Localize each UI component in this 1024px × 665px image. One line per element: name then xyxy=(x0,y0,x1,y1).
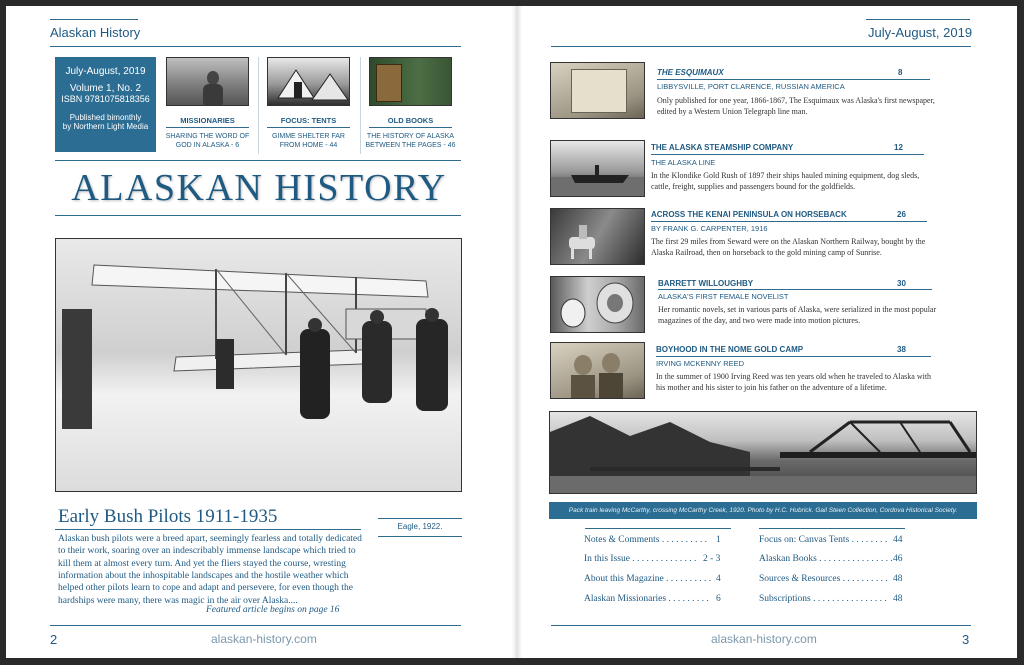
index-rule xyxy=(759,528,905,529)
index-rule xyxy=(585,528,731,529)
feature-title[interactable]: Early Bush Pilots 1911-1935 xyxy=(58,506,278,527)
feature-body: Alaskan bush pilots were a breed apart, seemingly fearless and totally dedicated to their work, soaring over an indescribably immense landscape which tried to kill them at almost every turn. And yet the fliers stayed the course, wresting information about the inhospitable landscapes and the hostile weather which helped other pilots learn to cope and adapt and persevere, for even though the hardships were many, there was magic in the air over Alaska.... xyxy=(58,534,362,606)
biplane-illustration xyxy=(56,239,462,492)
panorama-caption: Pack train leaving McCarthy, crossing McCarthy Creek, 1920. Photo by H.C. Hubrick. Gail Steen Collection, Cordova Historical Society. xyxy=(549,502,977,519)
index-item-page: 48 xyxy=(893,574,903,584)
article-subtitle: IRVING MCKENNY REED xyxy=(656,359,745,368)
index-item-page: 4 xyxy=(716,574,721,584)
masthead: ALASKAN HISTORY xyxy=(71,167,447,209)
header-rule-short xyxy=(866,19,970,20)
article-description: The first 29 miles from Seward were on the Alaskan Northern Railway, bought by the Alaska Railroad, then on horseback to the gold mining camp of Sunrise. xyxy=(651,237,926,258)
horse-rider-icon xyxy=(551,209,645,265)
index-item-page: 48 xyxy=(893,594,903,604)
missionaries-photo xyxy=(166,57,249,106)
masthead-rule-bottom xyxy=(55,215,461,216)
article-title[interactable]: ACROSS THE KENAI PENINSULA ON HORSEBACK xyxy=(651,210,847,219)
index-item-label[interactable]: Alaskan Missionaries . . . . . . . . . xyxy=(584,594,709,604)
feature-continued[interactable]: Featured article begins on page 16 xyxy=(206,605,340,615)
header-rule-short xyxy=(50,19,138,20)
index-item-page: 6 xyxy=(716,594,721,604)
tent-icon xyxy=(268,58,350,106)
thumb-title-tents[interactable]: FOCUS: TENTS xyxy=(280,116,337,125)
article-page: 30 xyxy=(897,279,906,288)
article-rule xyxy=(658,289,932,290)
old-book-photo xyxy=(369,57,452,106)
right-footer-url[interactable]: alaskan-history.com xyxy=(711,632,817,646)
article-description: Only published for one year, 1866-1867, The Esquimaux was Alaska's first newspaper, edited by a Western Union Telegraph line man. xyxy=(657,96,935,117)
willoughby-photo xyxy=(550,276,645,333)
tents-photo xyxy=(267,57,350,106)
footer-rule xyxy=(50,625,461,626)
issue-date: July-August, 2019 xyxy=(65,66,146,77)
right-header-date: July-August, 2019 xyxy=(868,25,973,40)
thumb-title-old-books[interactable]: OLD BOOKS xyxy=(387,116,434,125)
caption-rule-top xyxy=(378,518,462,519)
magazine-spread xyxy=(6,6,1017,658)
issue-info-box xyxy=(55,57,156,152)
article-subtitle: ALASKA'S FIRST FEMALE NOVELIST xyxy=(658,292,789,301)
article-description: Her romantic novels, set in various parts of Alaska, were serialized in the most popular magazines of the day, and two were made into motion pictures. xyxy=(658,305,937,326)
masthead-rule-top xyxy=(55,160,461,161)
thumb-caption-line: SHARING THE WORD OF xyxy=(165,133,250,140)
article-subtitle: THE ALASKA LINE xyxy=(651,158,716,167)
article-title[interactable]: BARRETT WILLOUGHBY xyxy=(658,279,754,288)
index-item-label[interactable]: Focus on: Canvas Tents . . . . . . . . xyxy=(759,535,888,545)
thumb-rule xyxy=(369,127,452,128)
article-page: 8 xyxy=(898,68,903,77)
index-item-label[interactable]: Sources & Resources . . . . . . . . . . xyxy=(759,574,888,584)
issue-published-2: by Northern Light Media xyxy=(62,122,149,131)
article-page: 38 xyxy=(897,345,906,354)
article-page: 12 xyxy=(894,143,903,152)
page-gutter xyxy=(512,6,522,658)
feature-title-rule xyxy=(55,529,361,530)
index-item-label[interactable]: About this Magazine . . . . . . . . . . xyxy=(584,574,712,584)
article-subtitle: BY FRANK G. CARPENTER, 1916 xyxy=(651,224,768,233)
thumb-caption-tents xyxy=(262,132,355,151)
article-rule xyxy=(651,154,924,155)
thumb-caption-missionaries xyxy=(161,132,254,151)
esquimaux-photo xyxy=(550,62,645,119)
nome-boyhood-photo xyxy=(550,342,645,399)
sled-dog-icon xyxy=(551,277,645,333)
thumb-divider xyxy=(258,57,259,154)
thumb-caption-old-books xyxy=(359,132,462,151)
caption-rule-bottom xyxy=(378,536,462,537)
article-rule xyxy=(657,79,930,80)
horseback-photo xyxy=(550,208,645,265)
header-rule xyxy=(50,46,461,47)
index-item-label[interactable]: Subscriptions . . . . . . . . . . . . . . . . xyxy=(759,594,887,604)
thumb-rule xyxy=(267,127,350,128)
thumb-caption-line: FROM HOME - 44 xyxy=(279,142,338,150)
portrait-icon xyxy=(551,343,645,399)
newspaper-page xyxy=(571,69,627,113)
thumb-caption-line: GOD IN ALASKA - 6 xyxy=(175,142,240,150)
article-description: In the Klondike Gold Rush of 1897 their ships hauled mining equipment, dog sleds, cattle, freight, supplies and passengers bound for the goldfields. xyxy=(651,171,920,192)
person-silhouette-icon xyxy=(167,58,249,106)
index-item-page: 46 xyxy=(893,554,903,564)
article-rule xyxy=(656,356,931,357)
article-title[interactable]: THE ALASKA STEAMSHIP COMPANY xyxy=(651,143,794,152)
index-item-page: 44 xyxy=(893,535,903,545)
article-title[interactable]: BOYHOOD IN THE NOME GOLD CAMP xyxy=(656,345,804,354)
left-page-number: 2 xyxy=(50,632,58,647)
footer-rule xyxy=(551,625,971,626)
left-header-title: Alaskan History xyxy=(50,25,141,40)
photo-caption: Eagle, 1922. xyxy=(397,522,443,531)
left-footer-url[interactable]: alaskan-history.com xyxy=(211,632,317,646)
right-page-number: 3 xyxy=(962,632,970,647)
thumb-title-missionaries[interactable]: MISSIONARIES xyxy=(180,116,235,125)
issue-volume: Volume 1, No. 2 xyxy=(69,83,142,94)
index-item-label[interactable]: Alaskan Books . . . . . . . . . . . . . . . . xyxy=(759,554,893,564)
bush-plane-photo xyxy=(55,238,462,492)
steamship-photo xyxy=(550,140,645,197)
ship-icon xyxy=(551,141,645,197)
index-item-page: 2 - 3 xyxy=(703,554,721,564)
index-item-label[interactable]: Notes & Comments . . . . . . . . . . xyxy=(584,535,707,545)
header-rule xyxy=(551,46,971,47)
article-description: In the summer of 1900 Irving Reed was ten years old when he traveled to Alaska with his mother and his sister to join his father on the adventure of a lifetime. xyxy=(656,372,932,393)
thumb-caption-line: THE HISTORY OF ALASKA xyxy=(366,133,455,140)
issue-isbn: ISBN 9781075818356 xyxy=(61,94,150,104)
thumb-caption-line: BETWEEN THE PAGES - 46 xyxy=(365,142,456,150)
pack-train-photo xyxy=(549,411,977,494)
thumb-rule xyxy=(166,127,249,128)
article-title[interactable]: THE ESQUIMAUX xyxy=(657,68,724,77)
article-page: 26 xyxy=(897,210,906,219)
bridge-illustration xyxy=(550,412,977,494)
index-item-page: 1 xyxy=(716,535,721,545)
article-rule xyxy=(651,221,927,222)
article-subtitle: LIBBYSVILLE, PORT CLARENCE, RUSSIAN AMERICA xyxy=(657,82,845,91)
book-spine xyxy=(376,64,402,102)
index-item-label[interactable]: In this Issue . . . . . . . . . . . . . . xyxy=(584,554,697,564)
issue-published-1: Published bimonthly xyxy=(69,113,142,122)
thumb-caption-line: GIMME SHELTER FAR xyxy=(272,133,345,140)
